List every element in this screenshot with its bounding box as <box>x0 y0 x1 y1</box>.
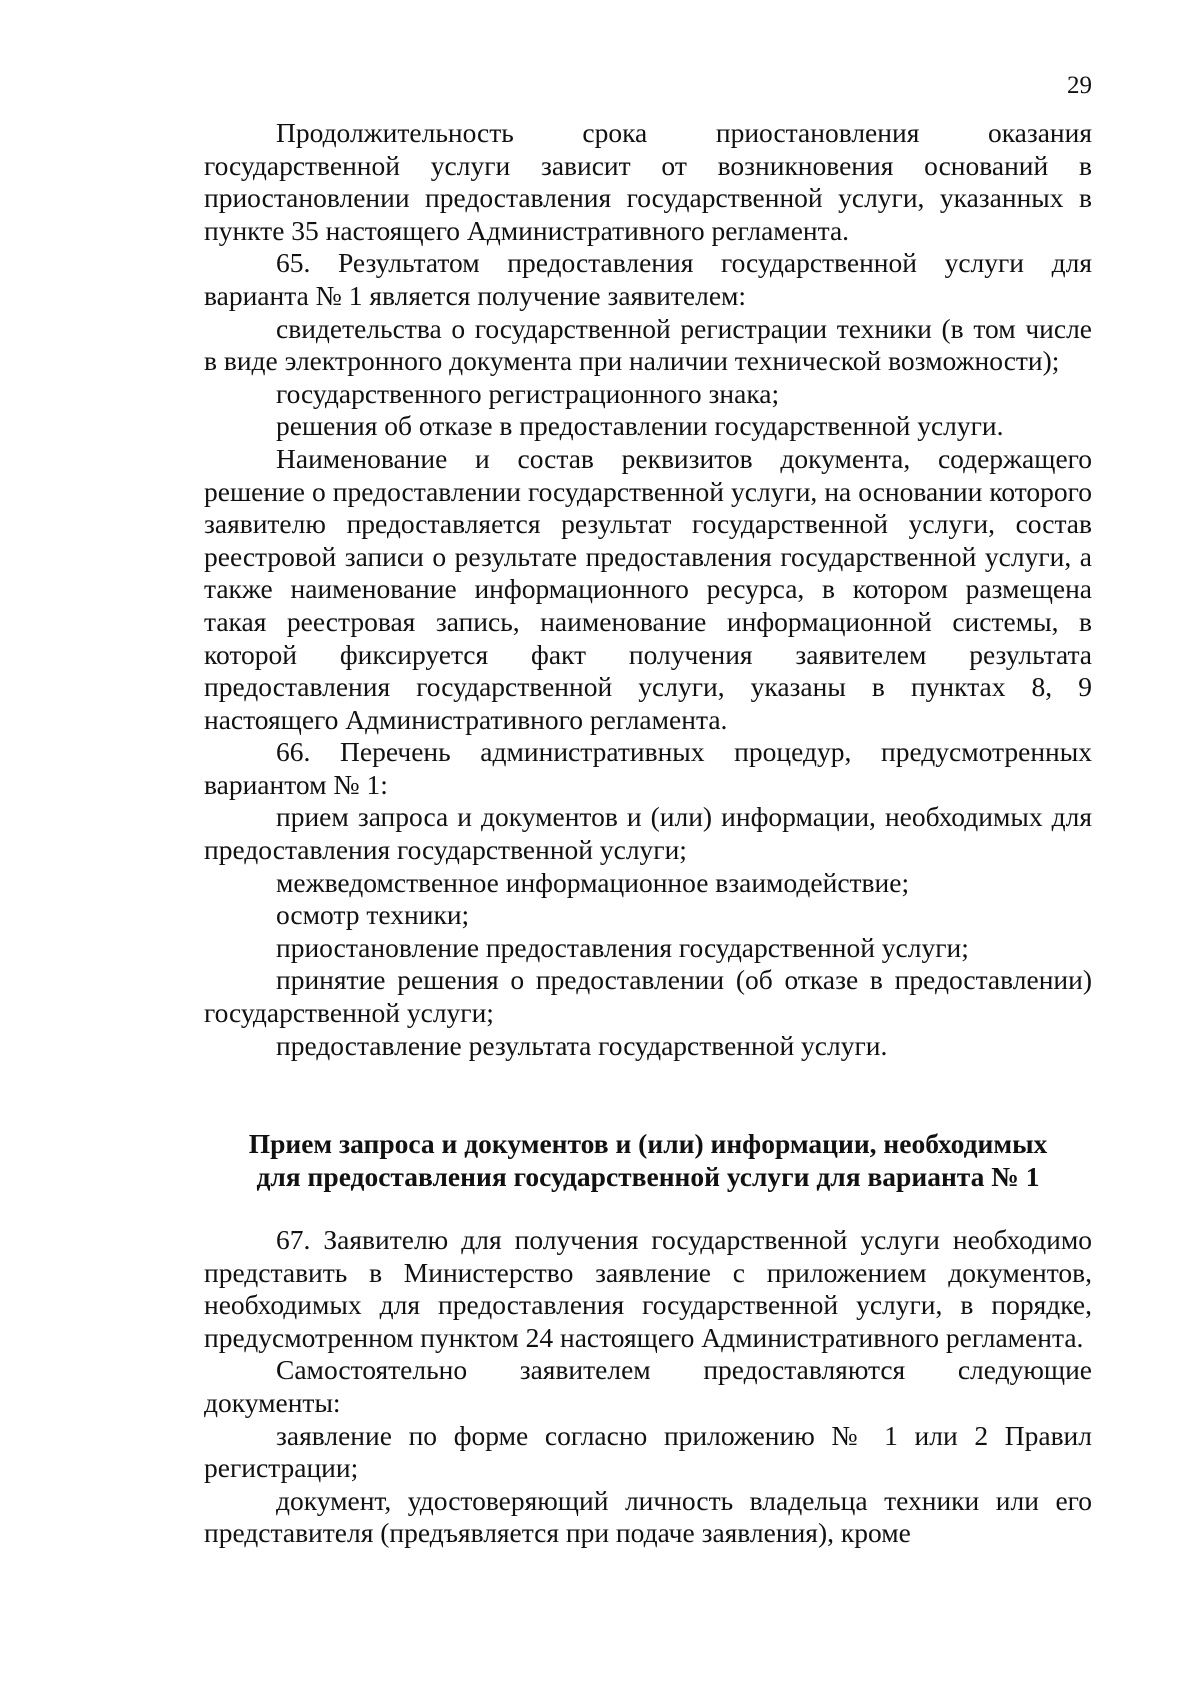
list-item-service-suspension: приостановление предоставления государственной услуги; <box>276 931 969 963</box>
paragraph-65-result: 65. Результатом предоставления государственной услуги для варианта № 1 является получение заявителем: <box>204 247 1092 311</box>
list-item-identity-document: документ, удостоверяющий личность владельца техники или его представителя (предъявляется при подаче заявления), кроме <box>204 1484 1092 1549</box>
list-item-registration-plate: государственного регистрационного знака; <box>276 377 780 409</box>
body-text-after-heading <box>204 1224 1092 1550</box>
paragraph-document-requisites: Наименование и состав реквизитов документа, содержащего решение о предоставлении государственной услуги, на основании которого заявителю предоставляется результат государственной услуги, состав реестровой записи о результате предоставления государственной услуги, а также наименование информационного ресурса, в котором размещена такая реестровая запись, наименование информационной системы, в которой фиксируется факт получения заявителем результата предоставления государственной услуги, указаны в пунктах 8, 9 настоящего Административного регламента. <box>204 442 1092 735</box>
paragraph-67-application: 67. Заявителю для получения государственной услуги необходимо представить в Министерство заявление с приложением документов, необходимых для предоставления государственной услуги, в порядке, предусмотренном пунктом 24 настоящего Административного регламента. <box>204 1224 1092 1353</box>
list-item-vehicle-inspection: осмотр техники; <box>276 899 470 931</box>
list-item-request-reception: прием запроса и документов и (или) информации, необходимых для предоставления государственной услуги; <box>204 801 1092 866</box>
section-heading-line-2: для предоставления государственной услуги для варианта № 1 <box>256 1160 1040 1192</box>
list-item-interagency-interaction: межведомственное информационное взаимодействие; <box>276 866 910 898</box>
list-item-refusal-decision: решения об отказе в предоставлении государственной услуги. <box>276 410 1004 442</box>
body-text-before-heading <box>204 117 1092 1062</box>
paragraph-suspension-duration: Продолжительность срока приостановления оказания государственной услуги зависит от возникновения оснований в приостановлении предоставления государственной услуги, указанных в пункте 35 настоящего Административного регламента. <box>204 117 1092 246</box>
list-item-decision-making: принятие решения о предоставлении (об отказе в предоставлении) государственной услуги; <box>204 964 1092 1029</box>
paragraph-self-provided-documents: Самостоятельно заявителем предоставляются следующие документы: <box>204 1354 1092 1418</box>
paragraph-66-procedures: 66. Перечень административных процедур, предусмотренных вариантом № 1: <box>204 736 1092 800</box>
section-heading <box>204 1128 1092 1193</box>
list-item-result-delivery: предоставление результата государственной услуги. <box>276 1029 888 1061</box>
section-heading-line-1: Прием запроса и документов и (или) информации, необходимых <box>248 1128 1048 1159</box>
list-item-registration-certificate: свидетельства о государственной регистрации техники (в том числе в виде электронного документа при наличии технической возможности); <box>204 312 1092 377</box>
list-item-application-form: заявление по форме согласно приложению № 1 или 2 Правил регистрации; <box>204 1419 1092 1484</box>
page-number: 29 <box>1067 72 1092 99</box>
